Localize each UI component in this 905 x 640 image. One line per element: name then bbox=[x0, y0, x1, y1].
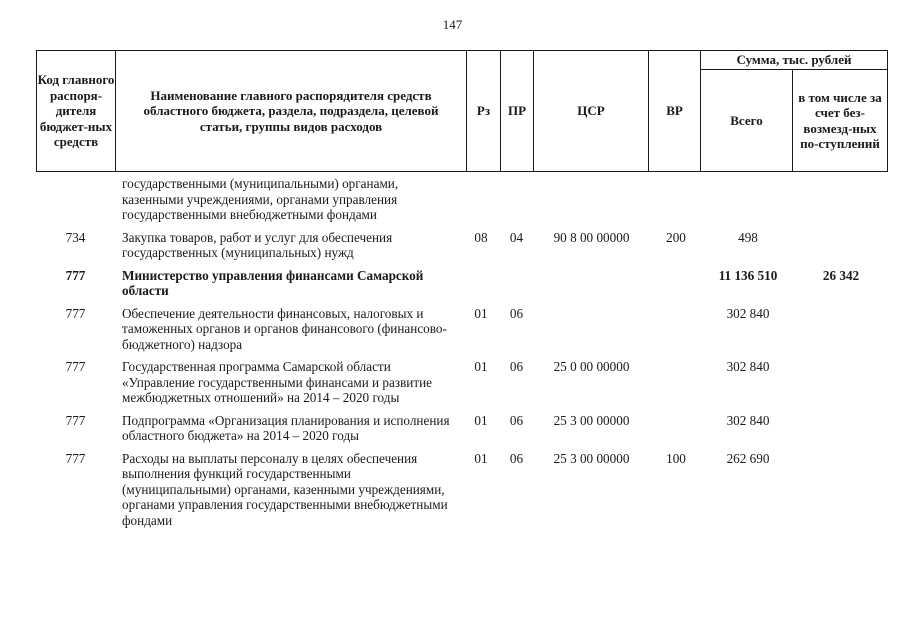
table-row bbox=[36, 267, 888, 299]
cell-name: Государственная программа Самарской области «Управление государственными финансами и развитие межбюджетных отношений» на 2014 – 2020 годы bbox=[122, 359, 433, 405]
cell-rz: 01 bbox=[474, 359, 488, 374]
cell-vr bbox=[650, 358, 702, 406]
cell-name: Расходы на выплаты персоналу в целях обеспечения выполнения функций государственными (муниципальными) органами, казенными учреждениями, органами управления государственными внебюджетными фондами bbox=[122, 450, 448, 528]
cell-pr: 06 bbox=[509, 359, 524, 374]
cell-rz: 01 bbox=[474, 450, 488, 466]
cell-pr bbox=[500, 267, 533, 299]
cell-total: 302 840 bbox=[726, 412, 770, 428]
header-code: Код главного распоря-дителя бюджет-ных средств bbox=[37, 51, 116, 171]
page-number: 147 bbox=[442, 17, 463, 32]
cell-name: государственными (муниципальными) органами, казенными учреждениями, органами управления государственными внебюджетными фондами bbox=[122, 176, 399, 222]
cell-csr: 25 3 00 00000 bbox=[553, 450, 630, 466]
table-row bbox=[36, 305, 888, 353]
cell-extra bbox=[794, 412, 888, 444]
cell-vr bbox=[650, 175, 702, 223]
header-pr: ПР bbox=[501, 51, 534, 171]
table-row bbox=[36, 358, 888, 406]
cell-code: 777 bbox=[65, 359, 86, 374]
cell-extra bbox=[794, 305, 888, 353]
cell-csr: 25 0 00 00000 bbox=[553, 359, 630, 374]
cell-rz: 01 bbox=[474, 305, 488, 321]
cell-rz: 01 bbox=[474, 412, 488, 428]
header-csr: ЦСР bbox=[534, 51, 649, 171]
header-rz: Рз bbox=[467, 51, 501, 171]
table-body bbox=[36, 175, 888, 528]
cell-rz: 08 bbox=[474, 229, 488, 245]
cell-rz bbox=[462, 267, 500, 299]
cell-rz bbox=[462, 175, 500, 223]
cell-extra: 26 342 bbox=[822, 267, 860, 283]
table-row bbox=[36, 412, 888, 444]
cell-total: 302 840 bbox=[726, 305, 770, 321]
cell-pr: 06 bbox=[509, 305, 524, 321]
cell-name: Министерство управления финансами Самарской области bbox=[122, 267, 424, 298]
cell-vr bbox=[650, 412, 702, 444]
header-extra: в том числе за счет без-возмезд-ных по-ступлений bbox=[798, 89, 882, 151]
cell-code: 777 bbox=[65, 412, 86, 428]
cell-vr: 200 bbox=[666, 229, 686, 245]
cell-total: 498 bbox=[738, 229, 758, 245]
table-row bbox=[36, 229, 888, 261]
cell-vr: 100 bbox=[666, 450, 686, 466]
cell-name: Обеспечение деятельности финансовых, налоговых и таможенных органов и органов финансового (финансово-бюджетного) надзора bbox=[122, 305, 447, 352]
cell-extra bbox=[794, 229, 888, 261]
cell-total: 302 840 bbox=[726, 359, 770, 374]
cell-csr bbox=[533, 175, 650, 223]
cell-code: 777 bbox=[65, 450, 86, 466]
header-vr: ВР bbox=[649, 51, 701, 171]
cell-name: Подпрограмма «Организация планирования и исполнения областного бюджета» на 2014 – 2020 годы bbox=[122, 412, 450, 443]
cell-csr: 25 3 00 00000 bbox=[553, 412, 630, 428]
cell-total: 262 690 bbox=[726, 450, 770, 466]
table-row bbox=[36, 175, 888, 223]
cell-total bbox=[702, 175, 794, 223]
cell-extra bbox=[794, 358, 888, 406]
cell-pr bbox=[500, 175, 533, 223]
cell-pr: 06 bbox=[509, 412, 524, 428]
header-total: Всего bbox=[701, 70, 793, 171]
cell-total: 11 136 510 bbox=[718, 267, 778, 283]
cell-code: 777 bbox=[65, 267, 86, 283]
cell-vr bbox=[650, 305, 702, 353]
cell-extra bbox=[794, 175, 888, 223]
table-header bbox=[36, 50, 888, 172]
cell-pr: 04 bbox=[509, 229, 524, 245]
cell-pr: 06 bbox=[509, 450, 524, 466]
cell-name: Закупка товаров, работ и услуг для обеспечения государственных (муниципальных) нужд bbox=[122, 229, 393, 260]
table-row bbox=[36, 450, 888, 529]
cell-vr bbox=[650, 267, 702, 299]
cell-code: 777 bbox=[65, 305, 86, 321]
cell-csr bbox=[533, 267, 650, 299]
cell-csr bbox=[533, 305, 650, 353]
cell-csr: 90 8 00 00000 bbox=[553, 229, 630, 245]
budget-table bbox=[36, 50, 888, 528]
header-name: Наименование главного распорядителя средств областного бюджета, раздела, подраздела, целевой статьи, группы видов расходов bbox=[116, 51, 467, 171]
header-sum: Сумма, тыс. рублей bbox=[701, 51, 887, 70]
cell-code bbox=[36, 175, 115, 223]
cell-code: 734 bbox=[65, 229, 86, 245]
cell-extra bbox=[794, 450, 888, 529]
